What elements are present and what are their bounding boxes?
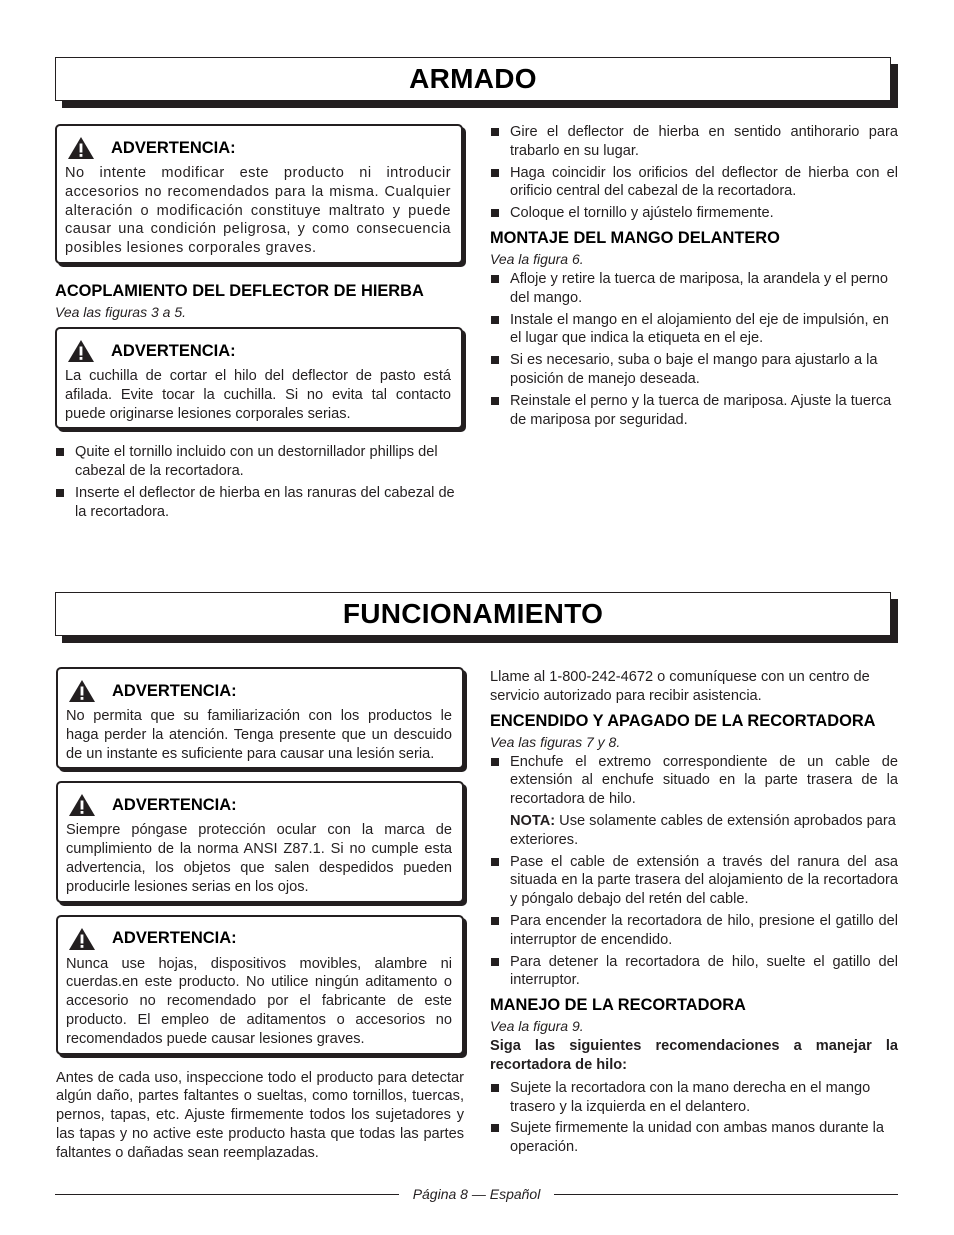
list-item: Sujete firmemente la unidad con ambas manos durante la operación.	[490, 1119, 898, 1157]
funcionamiento-left-column	[56, 667, 464, 1163]
footer-rule	[55, 1194, 399, 1195]
section-banner-funcionamiento	[55, 592, 891, 636]
list-item: Gire el deflector de hierba en sentido antihorario para trabarlo en su lugar.	[490, 123, 898, 161]
note	[490, 812, 898, 850]
footer-rule	[554, 1194, 898, 1195]
list-item: Inserte el deflector de hierba en las ranuras del cabezal de la recortadora.	[55, 484, 463, 522]
note-text: Use solamente cables de extensión aprobados para exteriores.	[510, 812, 896, 848]
warning-text: No intente modificar este producto ni introducir accesorios no recomendados para la misma. Cualquier alteración o modificación constituye maltrato y puede causar una condición peligrosa, y como consecuencia posibles lesiones corporales graves.	[65, 165, 451, 257]
warning-header	[68, 927, 452, 951]
warning-triangle-icon	[68, 793, 96, 817]
warning-title: ADVERTENCIA:	[111, 341, 236, 360]
list-item: Afloje y retire la tuerca de mariposa, la arandela y el perno del mango.	[490, 270, 898, 308]
figure-reference: Vea la figura 9.	[490, 1018, 584, 1035]
warning-title: ADVERTENCIA:	[112, 929, 237, 948]
list-item: Sujete la recortadora con la mano derecha en el mango trasero y la izquierda en el delantero.	[490, 1079, 898, 1117]
instruction-list	[490, 853, 898, 991]
deflector-section	[55, 280, 463, 321]
warning-header	[68, 679, 452, 703]
list-item: Quite el tornillo incluido con un destornillador phillips del cabezal de la recortadora.	[55, 443, 463, 481]
instruction-list	[490, 123, 898, 223]
warning-box	[55, 124, 463, 264]
list-item: Haga coincidir los orificios del deflector de hierba con el orificio central del cabezal de la recortadora.	[490, 164, 898, 202]
figure-reference: Vea la figura 6.	[490, 250, 584, 267]
warning-box	[56, 667, 464, 769]
instruction-list	[55, 443, 463, 521]
list-item: Reinstale el perno y la tuerca de mariposa. Ajuste la tuerca de mariposa por seguridad.	[490, 392, 898, 430]
page-number: Página 8 — Español	[412, 1186, 541, 1202]
note-label: NOTA:	[510, 812, 556, 829]
list-item: Instale el mango en el alojamiento del eje de impulsión, en el lugar que indica la etiqueta en el eje.	[490, 311, 898, 349]
armado-right-column	[490, 123, 898, 432]
warning-box	[56, 915, 464, 1055]
instruction-list	[490, 1079, 898, 1157]
inspection-paragraph: Antes de cada uso, inspeccione todo el producto para detectar algún daño, partes faltantes o sueltas, como tornillos, tuercas, pernos, tapas, etc. Ajuste firmemente todos los sujetadores y las tapas y no active este producto hasta que todas las partes faltantes o dañadas sean reemplazadas.	[56, 1069, 464, 1161]
warning-text: No permita que su familiarización con los productos le haga perder la atención. Tenga presente que un descuido de un instante es suficiente para causar una lesión seria.	[66, 708, 452, 762]
section-heading: ENCENDIDO Y APAGADO DE LA RECORTADORA	[490, 711, 876, 730]
list-item: Si es necesario, suba o baje el mango para ajustarlo a la posición de manejo deseada.	[490, 351, 898, 389]
encendido-section	[490, 710, 898, 991]
figure-reference: Vea las figuras 3 a 5.	[55, 303, 187, 320]
mango-section	[490, 227, 898, 429]
instruction-list	[490, 753, 898, 809]
list-item: Para detener la recortadora de hilo, suelte el gatillo del interruptor.	[490, 953, 898, 991]
warning-title: ADVERTENCIA:	[112, 795, 237, 814]
warning-title: ADVERTENCIA:	[111, 138, 236, 157]
warning-title: ADVERTENCIA:	[112, 681, 237, 700]
warning-text: Siempre póngase protección ocular con la marca de cumplimiento de la norma ANSI Z87.1. Si no cumple esta advertencia, los objetos que salen despedidos pueden producirle lesiones serias en los ojos.	[66, 822, 452, 895]
warning-text: Nunca use hojas, dispositivos movibles, alambre ni cuerdas.en este producto. No utilice ningún aditamento o accesorio no recomendado por el fabricante de este producto. El empleo de aditamentos o accesorios no recomendados puede causar lesiones graves.	[66, 955, 452, 1047]
warning-text: La cuchilla de cortar el hilo del deflector de pasto está afilada. Evite tocar la cuchilla. Si no evita tal contacto puede originarse lesiones corporales serias.	[65, 367, 451, 422]
warning-header	[68, 793, 452, 817]
instruction-list	[490, 270, 898, 429]
list-item: Para encender la recortadora de hilo, presione el gatillo del interruptor de encendido.	[490, 912, 898, 950]
section-heading: ACOPLAMIENTO DEL DEFLECTOR DE HIERBA	[55, 281, 424, 300]
section-banner-armado	[55, 57, 891, 101]
warning-triangle-icon	[68, 927, 96, 951]
service-paragraph: Llame al 1-800-242-4672 o comuníquese con un centro de servicio autorizado para recibir asistencia.	[490, 669, 870, 704]
section-heading: MONTAJE DEL MANGO DELANTERO	[490, 228, 780, 247]
manejo-section	[490, 994, 898, 1157]
warning-triangle-icon	[67, 136, 95, 160]
warning-triangle-icon	[67, 339, 95, 363]
list-item: Pase el cable de extensión a través del ranura del asa situada en la parte trasera del alojamiento de la recortadora y póngalo debajo del retén del cable.	[490, 853, 898, 909]
armado-left-column	[55, 124, 463, 525]
list-item: Enchufe el extremo correspondiente de un cable de extensión al enchufe situado en la parte trasera de la recortadora de hilo.	[490, 753, 898, 809]
section-title: ARMADO	[409, 63, 537, 94]
warning-header	[67, 136, 451, 160]
figure-reference: Vea las figuras 7 y 8.	[490, 733, 621, 750]
funcionamiento-right-column	[490, 668, 898, 1160]
warning-box	[56, 781, 464, 902]
warning-header	[67, 339, 451, 363]
warning-triangle-icon	[68, 679, 96, 703]
warning-box	[55, 327, 463, 429]
page-footer	[55, 1184, 898, 1204]
lead-text: Siga las siguientes recomendaciones a manejar la recortadora de hilo:	[490, 1038, 898, 1073]
section-heading: MANEJO DE LA RECORTADORA	[490, 996, 746, 1015]
section-title: FUNCIONAMIENTO	[342, 598, 604, 629]
list-item: Coloque el tornillo y ajústelo firmemente.	[490, 204, 898, 223]
